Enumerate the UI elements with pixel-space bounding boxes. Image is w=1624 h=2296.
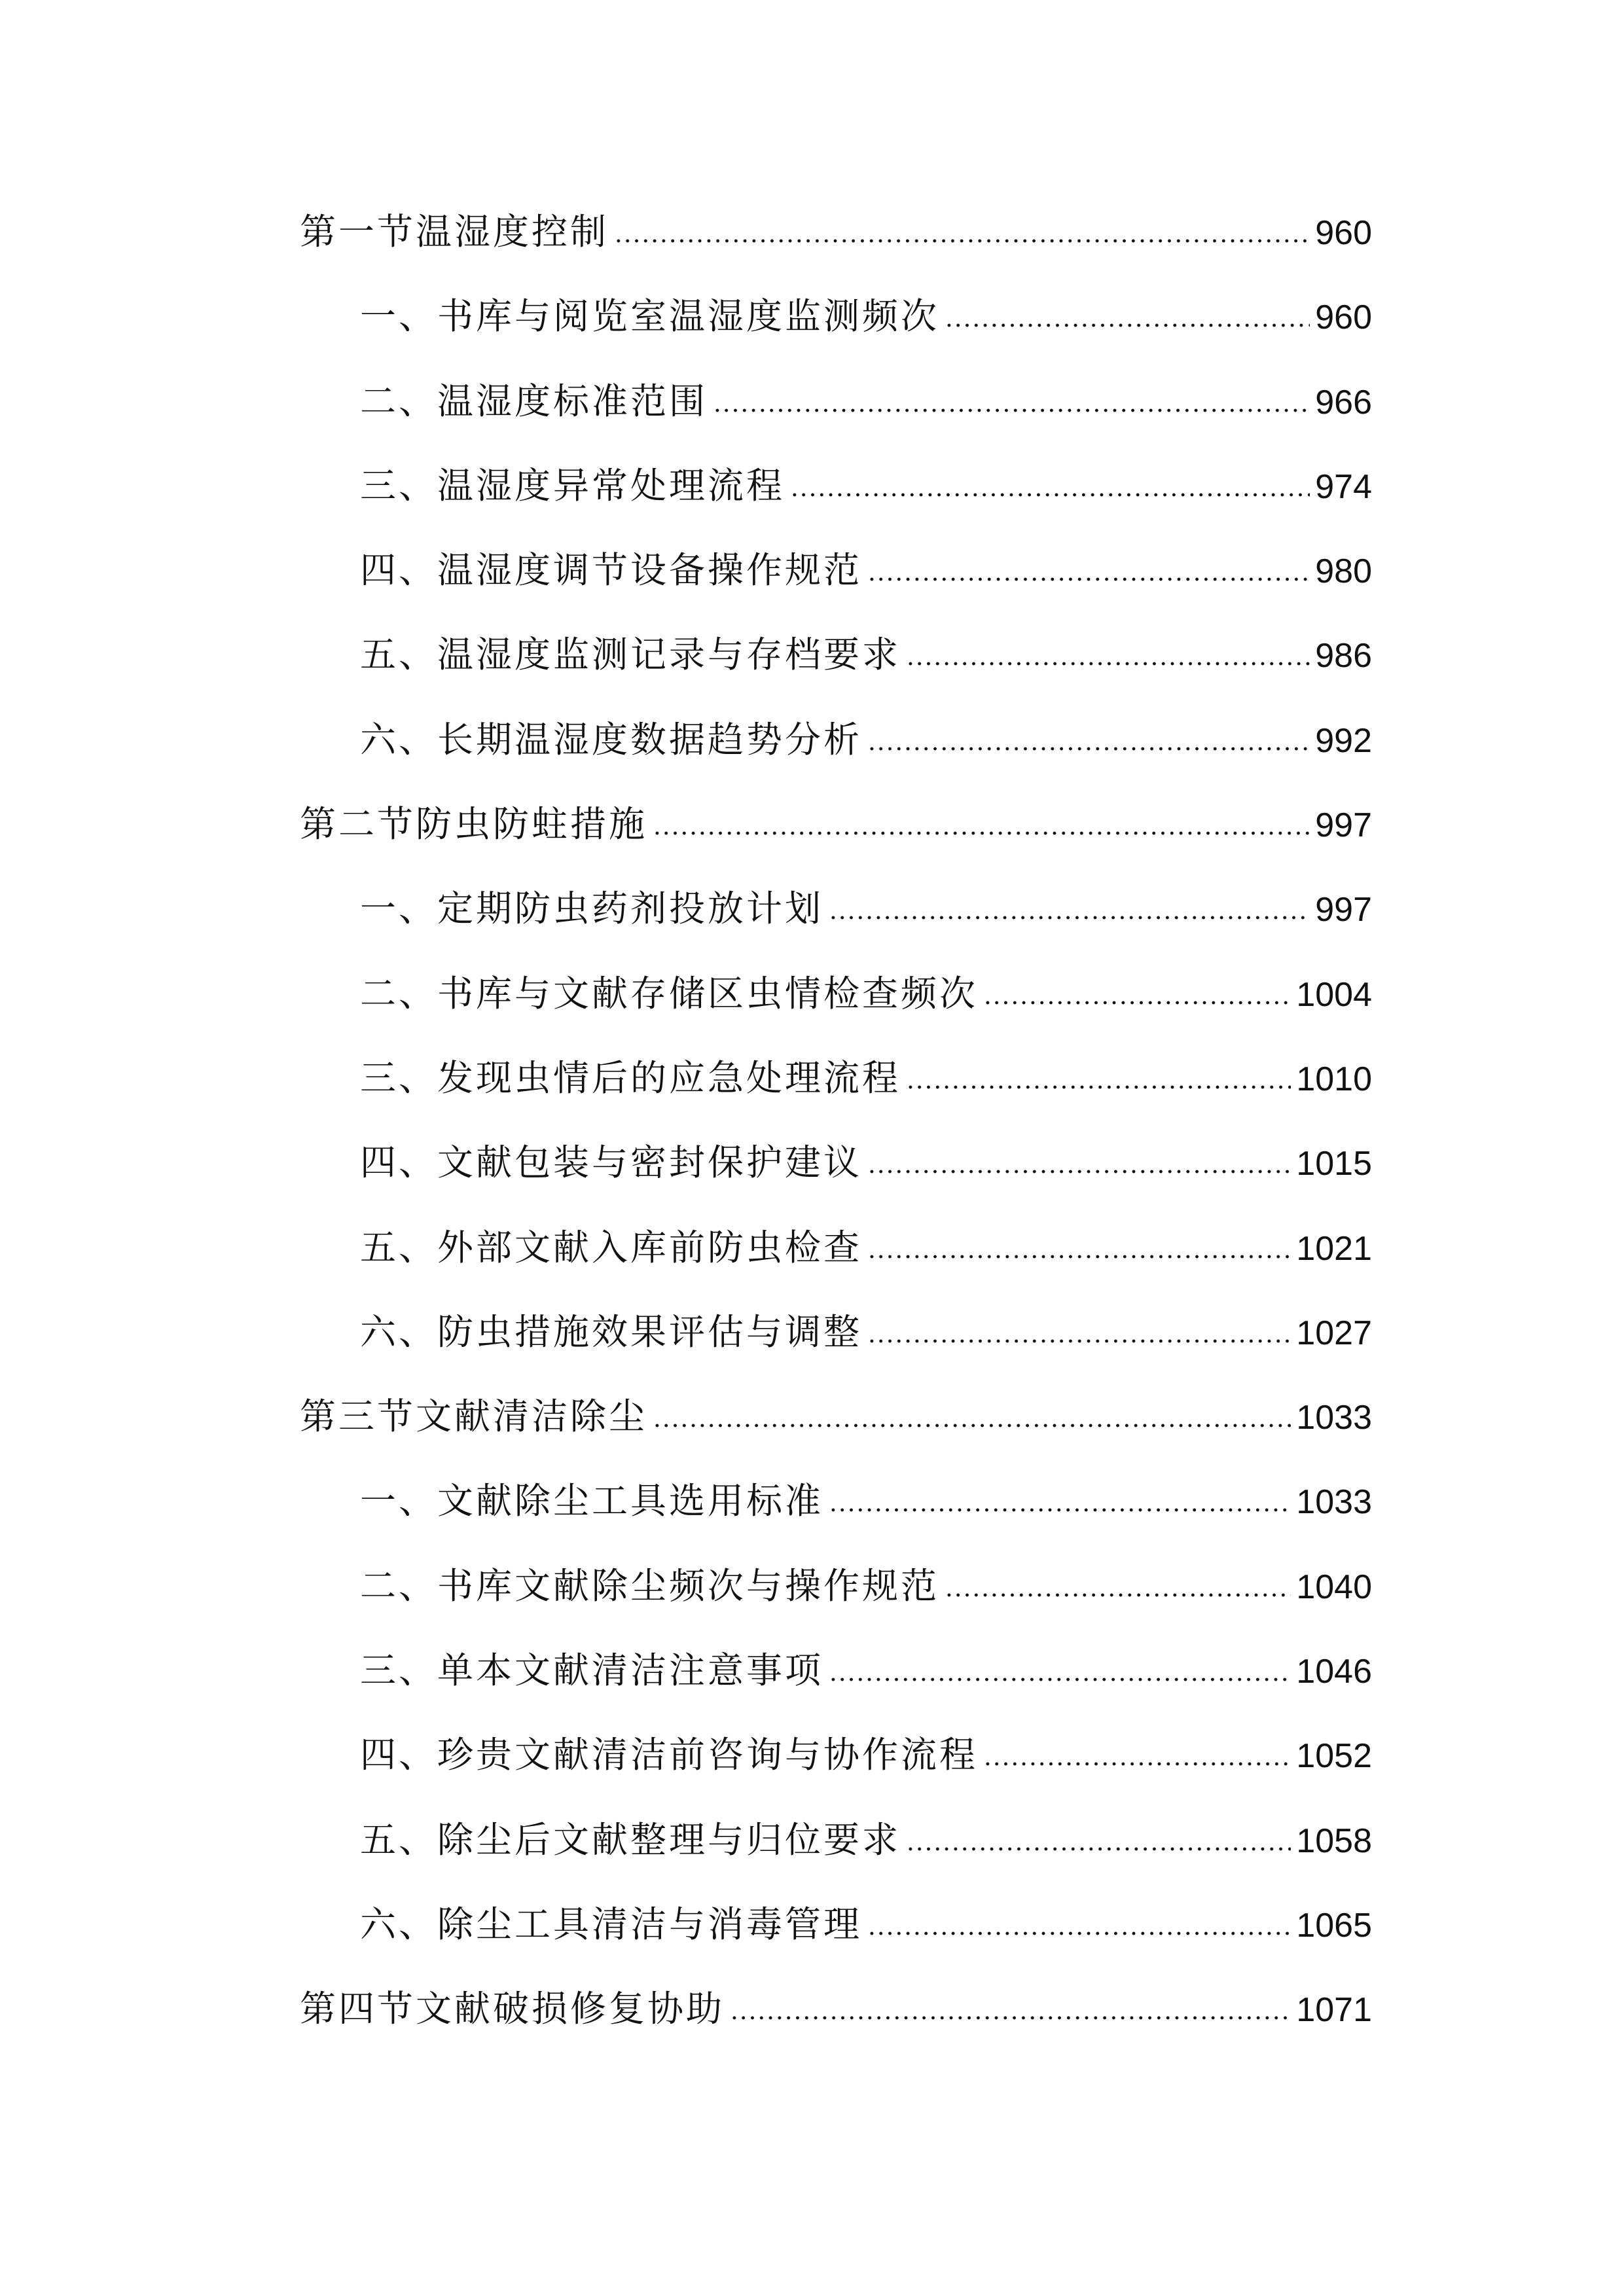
toc-entry[interactable] [300, 359, 1372, 444]
dot-leader [730, 2015, 1291, 2021]
dot-leader [983, 1761, 1291, 1767]
toc-entry-title: 一、文献除尘工具选用标准 [360, 1480, 824, 1522]
toc-entry-page: 1040 [1296, 1568, 1372, 1606]
toc-entry[interactable] [300, 1882, 1372, 1967]
toc-entry-page: 997 [1315, 806, 1372, 845]
toc-entry[interactable] [300, 1798, 1372, 1882]
toc-entry-title: 三、温湿度异常处理流程 [360, 464, 785, 507]
toc-entry-page: 1046 [1296, 1653, 1372, 1691]
toc-entry-page: 1010 [1296, 1060, 1372, 1098]
toc-entry[interactable] [300, 274, 1372, 359]
toc-entry-page: 966 [1315, 383, 1372, 422]
toc-entry[interactable] [300, 698, 1372, 782]
toc-entry-title: 三、单本文献清洁注意事项 [360, 1649, 824, 1692]
dot-leader [945, 1592, 1291, 1598]
toc-entry-title: 一、书库与阅览室温湿度监测频次 [360, 295, 940, 338]
toc-entry[interactable] [300, 1544, 1372, 1628]
toc-entry-title: 六、除尘工具清洁与消毒管理 [360, 1903, 863, 1945]
toc-entry-page: 974 [1315, 467, 1372, 506]
dot-leader [945, 322, 1310, 329]
toc-entry-page: 1021 [1296, 1229, 1372, 1268]
dot-leader [983, 999, 1291, 1006]
toc-entry[interactable] [300, 444, 1372, 528]
toc-entry-page: 1004 [1296, 975, 1372, 1014]
toc-entry-page: 1015 [1296, 1145, 1372, 1183]
toc-entry[interactable] [300, 613, 1372, 697]
toc-entry-page: 960 [1315, 298, 1372, 337]
toc-entry-title: 五、外部文献入库前防虫检查 [360, 1226, 863, 1268]
toc-entry[interactable] [300, 952, 1372, 1036]
toc-entry-page: 1065 [1296, 1906, 1372, 1945]
toc-entry-title: 四、文献包装与密封保护建议 [360, 1141, 863, 1184]
toc-entry-title: 三、发现虫情后的应急处理流程 [360, 1056, 901, 1099]
dot-leader [906, 1846, 1291, 1852]
toc-entry-page: 1033 [1296, 1483, 1372, 1522]
toc-entry[interactable] [300, 1713, 1372, 1797]
toc-entry[interactable] [300, 1121, 1372, 1205]
toc-entry-page: 986 [1315, 637, 1372, 675]
toc-entry-title: 四、温湿度调节设备操作规范 [360, 549, 863, 592]
dot-leader [867, 1338, 1291, 1344]
toc-entry[interactable] [300, 1036, 1372, 1121]
toc-entry-page: 997 [1315, 891, 1372, 929]
toc-entry-title: 二、书库文献除尘频次与操作规范 [360, 1564, 940, 1607]
toc-entry-title: 四、珍贵文献清洁前咨询与协作流程 [360, 1734, 979, 1776]
toc-entry-title: 第三节文献清洁除尘 [300, 1395, 648, 1438]
dot-leader [906, 1084, 1291, 1090]
toc-entry[interactable] [300, 190, 1372, 274]
toc-entry-title: 第四节文献破损修复协助 [300, 1988, 725, 2030]
toc-entry[interactable] [300, 1290, 1372, 1374]
toc-entry-page: 1052 [1296, 1737, 1372, 1776]
toc-entry-title: 一、定期防虫药剂投放计划 [360, 888, 824, 930]
toc-entry[interactable] [300, 1459, 1372, 1543]
toc-entry-title: 第一节温湿度控制 [300, 211, 609, 253]
toc-entry-page: 1071 [1296, 1991, 1372, 2030]
toc-entry-title: 五、除尘后文献整理与归位要求 [360, 1818, 901, 1861]
dot-leader [867, 1168, 1291, 1175]
toc-entry[interactable] [300, 1967, 1372, 2051]
toc-entry[interactable] [300, 1206, 1372, 1290]
dot-leader [829, 1507, 1291, 1513]
dot-leader [867, 576, 1310, 583]
toc-entry-page: 1058 [1296, 1821, 1372, 1860]
toc-entry-title: 二、书库与文献存储区虫情检查频次 [360, 972, 979, 1014]
dot-leader [829, 1676, 1291, 1683]
dot-leader [867, 1253, 1291, 1260]
dot-leader [614, 238, 1310, 244]
table-of-contents [300, 190, 1372, 2052]
dot-leader [713, 407, 1310, 414]
toc-entry-page: 1027 [1296, 1314, 1372, 1352]
toc-entry[interactable] [300, 867, 1372, 951]
dot-leader [829, 914, 1310, 921]
toc-entry-title: 六、长期温湿度数据趋势分析 [360, 718, 863, 761]
toc-entry[interactable] [300, 782, 1372, 867]
toc-entry-page: 960 [1315, 214, 1372, 252]
dot-leader [867, 745, 1310, 752]
toc-entry-page: 980 [1315, 552, 1372, 591]
dot-leader [653, 1422, 1291, 1429]
toc-entry-page: 1033 [1296, 1399, 1372, 1437]
dot-leader [867, 1930, 1291, 1937]
toc-entry[interactable] [300, 528, 1372, 613]
toc-entry-title: 二、温湿度标准范围 [360, 380, 708, 422]
toc-entry[interactable] [300, 1374, 1372, 1459]
toc-entry-title: 六、防虫措施效果评估与调整 [360, 1310, 863, 1353]
dot-leader [906, 660, 1310, 667]
toc-entry-title: 五、温湿度监测记录与存档要求 [360, 634, 901, 676]
toc-entry-page: 992 [1315, 721, 1372, 760]
toc-entry-title: 第二节防虫防蛀措施 [300, 803, 648, 846]
dot-leader [653, 830, 1310, 836]
dot-leader [790, 492, 1310, 498]
toc-entry[interactable] [300, 1628, 1372, 1713]
